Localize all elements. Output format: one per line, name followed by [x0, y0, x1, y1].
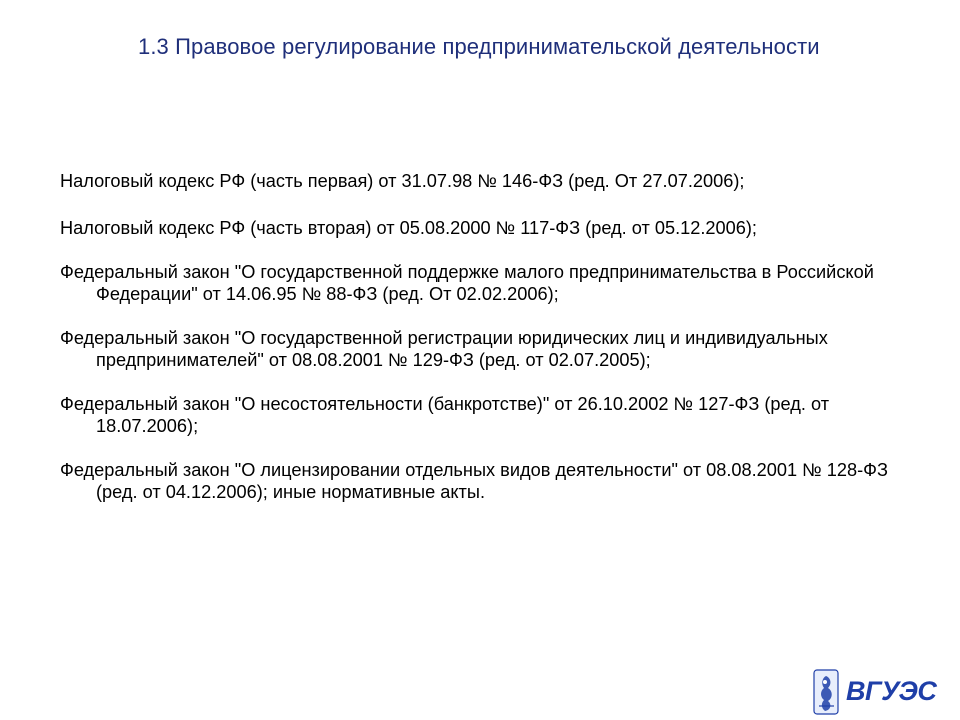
slide-title: 1.3 Правовое регулирование предпринимательской деятельности — [138, 34, 820, 59]
list-item: Федеральный закон "О несостоятельности (банкротстве)" от 26.10.2002 № 127-ФЗ (ред. от 18.07.2006); — [60, 394, 830, 436]
list-item: Федеральный закон "О государственной поддержке малого предпринимательства в Российской Федерации" от 14.06.95 № 88-ФЗ (ред. От 02.02.2006); — [60, 262, 874, 304]
laws-list — [60, 170, 905, 525]
emblem-icon — [812, 668, 842, 718]
list-item: Налоговый кодекс РФ (часть вторая) от 05.08.2000 № 117-ФЗ (ред. от 05.12.2006); — [60, 218, 757, 238]
list-item: Федеральный закон "О государственной регистрации юридических лиц и индивидуальных предпринимателей" от 08.08.2001 № 129-ФЗ (ред. от 02.07.2005); — [60, 328, 828, 370]
list-item: Налоговый кодекс РФ (часть первая) от 31.07.98 № 146-ФЗ (ред. От 27.07.2006); — [60, 171, 745, 191]
logo-text: ВГУЭС — [846, 676, 937, 706]
university-logo — [812, 668, 937, 718]
list-item: Федеральный закон "О лицензировании отдельных видов деятельности" от 08.08.2001 № 128-ФЗ (ред. от 04.12.2006); иные нормативные акты. — [60, 460, 888, 502]
